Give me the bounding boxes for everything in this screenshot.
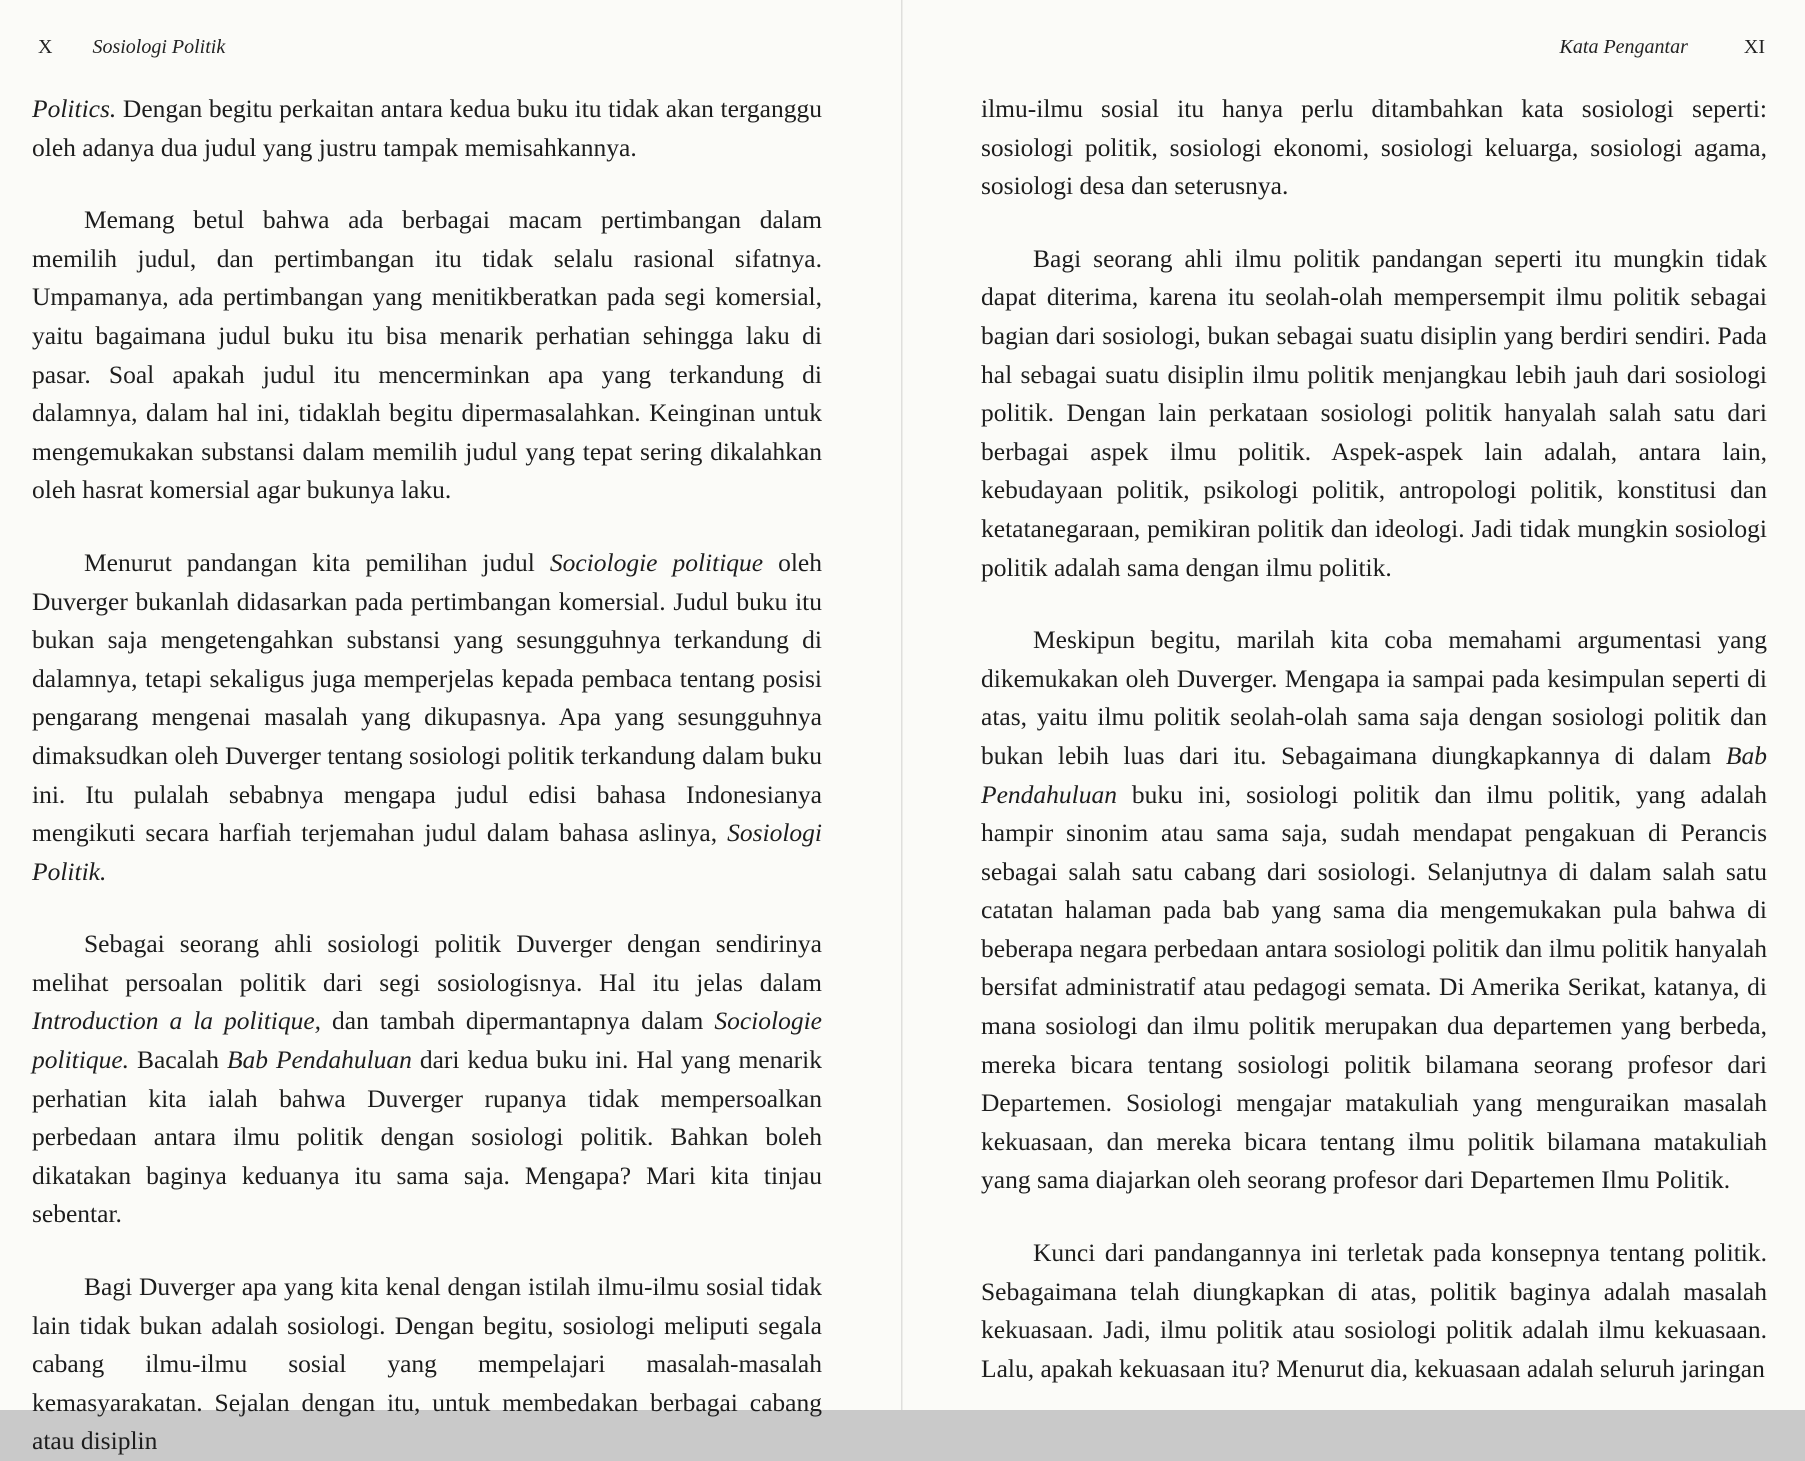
paragraph	[981, 240, 1767, 587]
text-run: Kunci dari pandangannya ini terletak pada konsepnya tentang politik. Sebagaimana telah diungkapkan di atas, politik baginya adalah masalah kekuasaan. Jadi, ilmu politik atau sosiologi politik adalah ilmu kekuasaan. Lalu, apakah kekuasaan itu? Menurut dia, kekuasaan adalah seluruh jaringan	[981, 1238, 1767, 1383]
paragraph	[32, 925, 822, 1234]
italic-run: Sociologie politique.	[32, 1006, 822, 1075]
right-running-head	[1560, 36, 1765, 59]
text-run: Meskipun begitu, marilah kita coba memahami argumentasi yang dikemukakan oleh Duverger. Mengapa ia sampai pada kesimpulan seperti di atas, yaitu ilmu politik seolah-olah sama saja dengan sosiologi politik dan bukan lebih luas dari itu. Sebagaimana diungkapkannya di dalam	[981, 625, 1767, 770]
text-run: buku ini, sosiologi politik dan ilmu politik, yang adalah hampir sinonim atau sama saja, sudah mendapat pengakuan di Perancis sebagai salah satu cabang dari sosiologi. Selanjutnya di dalam salah satu catatan halaman pada bab yang sama dia mengemukakan pula bahwa di beberapa negara perbedaan antara sosiologi politik dan ilmu politik hanyalah bersifat administratif atau pedagogi semata. Di Amerika Serikat, katanya, di mana sosiologi dan ilmu politik merupakan dua departemen yang berbeda, mereka bicara tentang sosiologi politik bilamana seorang profesor dari Departemen. Sosiologi mengajar matakuliah yang menguraikan masalah kekuasaan, dan mereka bicara tentang ilmu politik bilamana matakuliah yang sama diajarkan oleh seorang profesor dari Departemen Ilmu Politik.	[981, 779, 1767, 1195]
text-run: dari kedua buku ini. Hal yang menarik perhatian kita ialah bahwa Duverger rupanya tidak mempersoalkan perbedaan antara ilmu politik dengan sosiologi politik. Bahkan boleh dikatakan baginya keduanya itu sama saja. Mengapa? Mari kita tinjau sebentar.	[32, 1045, 822, 1229]
right-page	[903, 0, 1805, 1410]
text-run: dan tambah dipermantapnya dalam	[321, 1006, 715, 1036]
paragraph	[32, 90, 822, 167]
paragraph	[32, 1268, 822, 1461]
text-run: Bagi seorang ahli ilmu politik pandangan seperti itu mungkin tidak dapat diterima, karena itu seolah-olah mempersempit ilmu politik sebagai bagian dari sosiologi, bukan sebagai suatu disiplin yang berdiri sendiri. Pada hal sebagai suatu disiplin ilmu politik menjangkau lebih jauh dari sosiologi politik. Dengan lain perkataan sosiologi politik hanyalah salah satu dari berbagai aspek ilmu politik. Aspek-aspek lain adalah, antara lain, kebudayaan politik, psikologi politik, antropologi politik, konstitusi dan ketatanegaraan, pemikiran politik dan ideologi. Jadi tidak mungkin sosiologi politik adalah sama dengan ilmu politik.	[981, 243, 1767, 582]
italic-run: Introduction a la politique,	[32, 1006, 322, 1036]
left-page	[0, 0, 902, 1456]
text-run: Dengan begitu perkaitan antara kedua buku itu tidak akan terganggu oleh adanya dua judul yang justru tampak memisahkannya.	[32, 94, 822, 162]
text-run: Bacalah	[129, 1045, 227, 1075]
italic-run: Bab Pendahuluan	[226, 1045, 412, 1075]
italic-run: Politics.	[32, 94, 117, 123]
text-run: oleh Duverger bukanlah didasarkan pada pertimbangan komersial. Judul buku itu bukan saja mengetengahkan substansi yang sesungguhnya terkandung di dalamnya, tetapi sekaligus juga memperjelas kepada pembaca tentang posisi pengarang mengenai masalah yang dikupasnya. Apa yang sesungguhnya dimaksudkan oleh Duverger tentang sosiologi politik terkandung dalam buku ini. Itu pulalah sebabnya mengapa judul edisi bahasa Indonesianya mengikuti secara harfiah terjemahan judul dalam bahasa aslinya,	[32, 547, 822, 848]
text-run: ilmu-ilmu sosial itu hanya perlu ditambahkan kata sosiologi seperti: sosiologi politik, sosiologi ekonomi, sosiologi keluarga, sosiologi agama, sosiologi desa dan seterusnya.	[981, 94, 1767, 201]
italic-run: Bab Pendahuluan	[981, 740, 1767, 809]
text-run: Memang betul bahwa ada berbagai macam pertimbangan dalam memilih judul, dan pertimbangan itu tidak selalu rasional sifatnya. Umpamanya, ada pertimbangan yang menitikberatkan pada segi komersial, yaitu bagaimana judul buku itu bisa menarik perhatian sehingga laku di pasar. Soal apakah judul itu mencerminkan apa yang terkandung di dalamnya, dalam hal ini, tidaklah begitu dipermasalahkan. Keinginan untuk mengemukakan substansi dalam memilih judul yang tepat sering dikalahkan oleh hasrat komersial agar bukunya laku.	[32, 205, 822, 505]
paragraph	[32, 201, 822, 510]
paragraph	[981, 1234, 1767, 1388]
paragraph	[981, 90, 1767, 206]
left-body-text	[32, 90, 822, 1461]
italic-run: Sosiologi Politik.	[32, 818, 822, 886]
paragraph	[32, 544, 822, 891]
text-run: Menurut pandangan kita pemilihan judul	[84, 547, 550, 577]
left-page-number: X	[38, 36, 53, 58]
text-run: Sebagai seorang ahli sosiologi politik Duverger dengan sendirinya melihat persoalan politik dari segi sosiologisnya. Hal itu jelas dalam	[32, 929, 822, 997]
right-body-text	[981, 90, 1767, 1388]
left-running-head	[38, 36, 225, 59]
italic-run: Sociologie politique	[549, 547, 764, 577]
text-run: Bagi Duverger apa yang kita kenal dengan istilah ilmu-ilmu sosial tidak lain tidak bukan adalah sosiologi. Dengan begitu, sosiologi meliputi segala cabang ilmu-ilmu sosial yang mempelajari masalah-masalah kemasyarakatan. Sejalan dengan itu, untuk membedakan berbagai cabang atau disiplin	[32, 1272, 822, 1456]
right-page-number: XI	[1743, 36, 1765, 58]
left-running-title: Sosiologi Politik	[92, 36, 226, 58]
right-running-title: Kata Pengantar	[1559, 36, 1688, 58]
paragraph	[981, 621, 1767, 1200]
